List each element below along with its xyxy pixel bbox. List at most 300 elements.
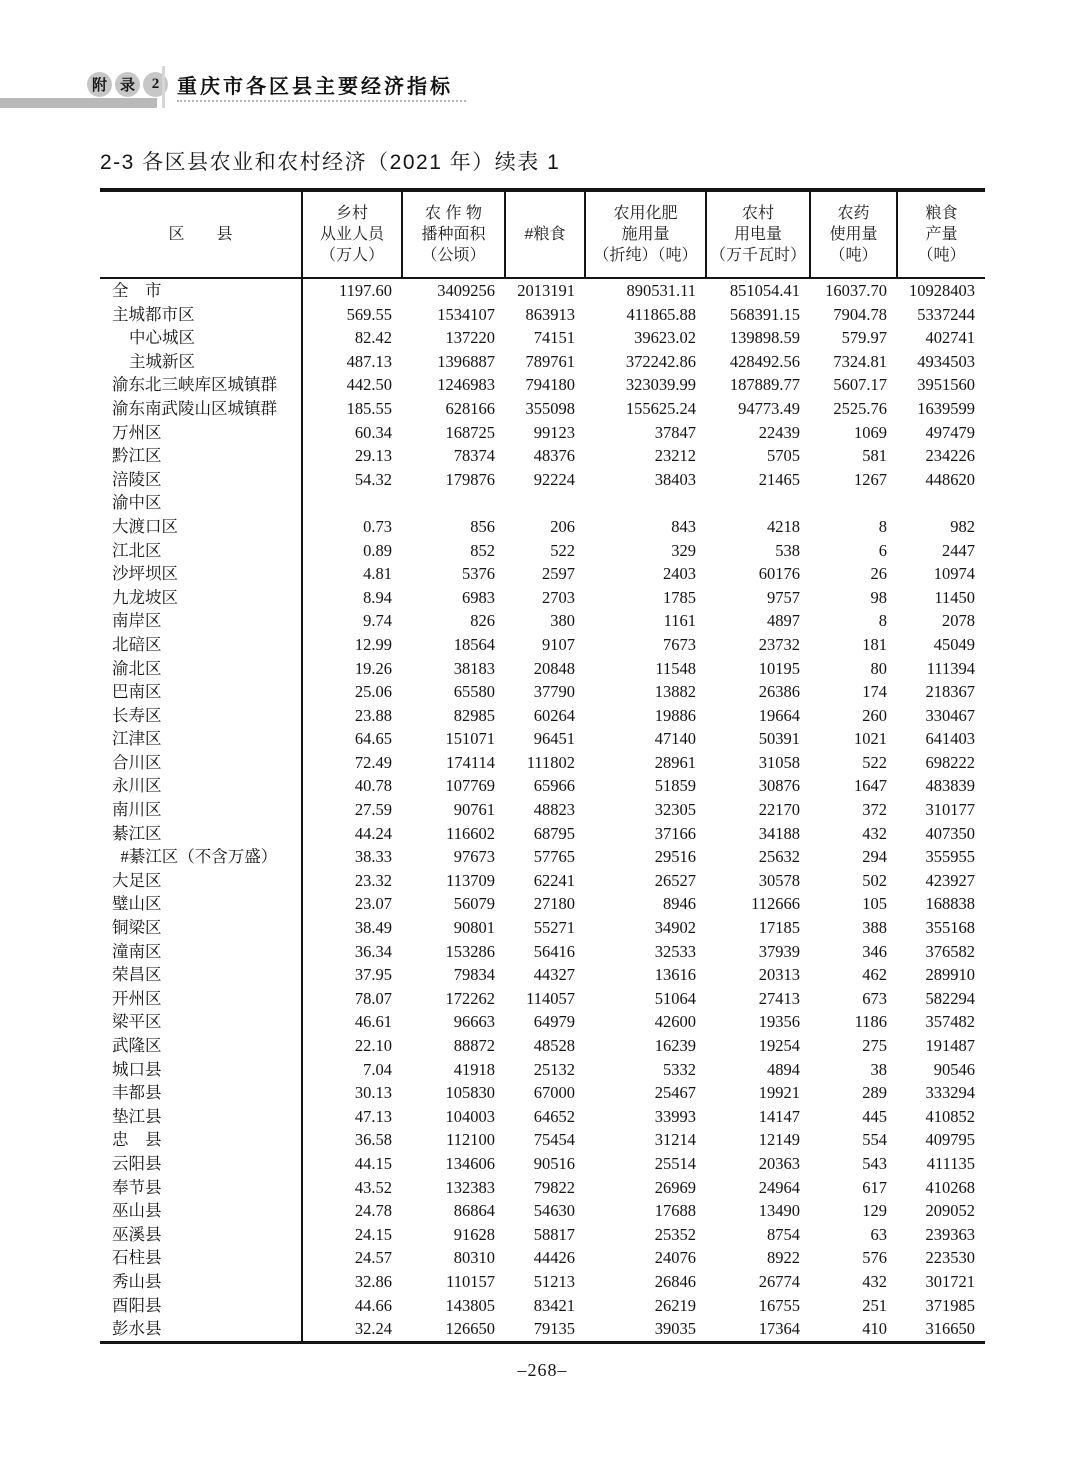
data-cell: 39623.02	[634, 328, 696, 348]
table-row	[100, 1176, 985, 1200]
table-row	[100, 1246, 985, 1270]
data-cell: 74151	[533, 328, 575, 348]
data-cell: 98	[870, 587, 887, 607]
data-cell: 3409256	[437, 281, 495, 300]
region-name: 梁平区	[100, 1010, 302, 1034]
data-cell: 25132	[533, 1059, 575, 1079]
data-cell: 12.99	[354, 634, 392, 654]
data-cell: 83421	[533, 1295, 575, 1315]
data-cell: 97673	[453, 847, 495, 867]
data-cell	[402, 491, 505, 515]
data-cell: 75454	[533, 1130, 575, 1150]
data-cell: 568391.15	[729, 304, 800, 324]
data-cell: 4897	[767, 611, 800, 631]
data-cell: 48376	[533, 446, 575, 466]
data-cell: 576	[862, 1248, 887, 1268]
region-name: 綦江区	[100, 822, 302, 846]
region-name: #綦江区（不含万盛）	[100, 845, 302, 869]
data-cell: 112100	[446, 1130, 495, 1150]
data-cell: 96451	[533, 729, 575, 749]
data-cell: 44.66	[354, 1295, 392, 1315]
data-cell: 522	[862, 752, 887, 772]
data-cell: 46.61	[354, 1012, 392, 1032]
data-cell: 50391	[758, 729, 800, 749]
table-row	[100, 963, 985, 987]
data-cell: 1534107	[437, 304, 495, 324]
data-cell: 380	[550, 611, 575, 631]
data-cell: 38.49	[354, 918, 392, 938]
data-cell: 99123	[533, 422, 575, 442]
region-name: 大足区	[100, 869, 302, 893]
data-cell: 12149	[758, 1130, 800, 1150]
table-title: 2-3 各区县农业和农村经济（2021 年）续表 1	[100, 151, 561, 174]
region-name: 主城新区	[100, 350, 302, 374]
data-cell: 411865.88	[626, 304, 696, 324]
data-cell: 5376	[462, 564, 495, 584]
data-cell: 20848	[533, 658, 575, 678]
data-cell: 4.81	[363, 564, 392, 584]
data-cell: 355098	[525, 398, 575, 418]
data-cell: 91628	[453, 1224, 495, 1244]
data-cell: 2703	[542, 587, 575, 607]
data-cell: 8	[878, 611, 887, 631]
region-name: 合川区	[100, 751, 302, 775]
data-cell: 172262	[445, 988, 495, 1008]
data-cell: 442.50	[346, 375, 392, 395]
data-cell: 0.89	[363, 540, 392, 560]
data-cell: 852	[470, 540, 495, 560]
table-row	[100, 278, 985, 303]
column-header-pesticide-use: 农药 使用量 （吨）	[810, 190, 897, 278]
data-cell: 11450	[934, 587, 975, 607]
data-cell: 487.13	[346, 351, 392, 371]
region-name: 忠 县	[100, 1128, 302, 1152]
table-row	[100, 1152, 985, 1176]
data-cell: 26219	[654, 1295, 696, 1315]
data-cell: 581	[862, 446, 887, 466]
data-cell: 19921	[758, 1083, 800, 1103]
data-cell: 409795	[925, 1130, 975, 1150]
data-cell: 31058	[758, 752, 800, 772]
header-underline	[177, 100, 466, 102]
data-cell: 5705	[767, 446, 800, 466]
data-cell: 223530	[925, 1248, 975, 1268]
data-cell: 30876	[758, 776, 800, 796]
data-cell: 30.13	[354, 1083, 392, 1103]
data-cell: 26386	[758, 682, 800, 702]
data-cell: 497479	[925, 422, 975, 442]
data-cell: 56416	[533, 941, 575, 961]
region-name: 全 市	[100, 278, 302, 303]
data-cell: 333294	[925, 1083, 975, 1103]
data-cell: 47140	[654, 729, 696, 749]
region-name: 长寿区	[100, 704, 302, 728]
data-cell: 13882	[654, 682, 696, 702]
data-cell: 174	[862, 682, 887, 702]
data-cell: 522	[550, 540, 575, 560]
data-cell: 851054.41	[729, 281, 800, 300]
data-cell	[897, 491, 985, 515]
data-cell: 641403	[925, 729, 975, 749]
data-cell: 11548	[655, 658, 696, 678]
data-cell	[706, 491, 810, 515]
region-name: 丰都县	[100, 1081, 302, 1105]
table-row	[100, 751, 985, 775]
data-cell: 789761	[525, 351, 575, 371]
data-cell: 794180	[525, 375, 575, 395]
table-row	[100, 680, 985, 704]
data-cell: 19886	[654, 705, 696, 725]
region-name: 潼南区	[100, 940, 302, 964]
data-cell: 36.34	[354, 941, 392, 961]
data-cell: 54.32	[354, 469, 392, 489]
data-cell: 301721	[925, 1271, 975, 1291]
data-cell: 275	[862, 1036, 887, 1055]
table-row	[100, 987, 985, 1011]
data-cell: 7673	[663, 634, 696, 654]
data-cell: 16037.70	[825, 281, 887, 300]
table-row	[100, 1199, 985, 1223]
data-cell: 63	[870, 1224, 887, 1244]
data-cell	[810, 491, 897, 515]
data-cell: 1639599	[917, 398, 975, 418]
data-cell: 209052	[925, 1201, 975, 1221]
data-cell: 18564	[453, 634, 495, 654]
data-cell: 310177	[925, 800, 975, 820]
data-cell: 17185	[758, 918, 800, 938]
table-row	[100, 515, 985, 539]
region-name: 南川区	[100, 798, 302, 822]
table-row	[100, 892, 985, 916]
data-cell: 569.55	[346, 304, 392, 324]
table-row	[100, 491, 985, 515]
region-name: 渝东南武陵山区城镇群	[100, 397, 302, 421]
table-row	[100, 562, 985, 586]
data-cell: 80310	[453, 1248, 495, 1268]
data-cell: 372242.86	[625, 351, 696, 371]
table-row	[100, 822, 985, 846]
data-cell: 432	[862, 1271, 887, 1291]
region-name: 石柱县	[100, 1246, 302, 1270]
data-cell: 25352	[654, 1224, 696, 1244]
data-cell: 23.88	[354, 705, 392, 725]
data-cell: 26527	[654, 870, 696, 890]
data-cell: 14147	[758, 1106, 800, 1126]
table-row	[100, 1034, 985, 1058]
header-row	[100, 190, 985, 278]
data-cell: 82.42	[354, 328, 392, 348]
data-cell: 20313	[758, 965, 800, 985]
data-cell: 90516	[533, 1153, 575, 1173]
data-cell: 218367	[925, 682, 975, 702]
data-cell: 411135	[926, 1153, 975, 1173]
data-cell: 29516	[654, 847, 696, 867]
region-name: 荣昌区	[100, 963, 302, 987]
page-number: –268–	[517, 1360, 568, 1380]
data-cell: 28961	[654, 752, 696, 772]
data-cell: 37790	[533, 682, 575, 702]
data-cell: 34188	[758, 823, 800, 843]
table-row	[100, 774, 985, 798]
data-cell: 19356	[758, 1012, 800, 1032]
data-cell: 445	[862, 1106, 887, 1126]
decorative-bar	[0, 98, 157, 108]
data-cell: 26846	[654, 1271, 696, 1291]
table-row	[100, 1081, 985, 1105]
data-cell: 2525.76	[833, 398, 887, 418]
statistics-table	[100, 188, 985, 1344]
table-row	[100, 845, 985, 869]
data-cell: 13616	[654, 965, 696, 985]
data-cell: 43.52	[354, 1177, 392, 1197]
region-name: 开州区	[100, 987, 302, 1011]
data-cell: 31214	[654, 1130, 696, 1150]
data-cell: 1396887	[437, 351, 495, 371]
data-cell: 51064	[654, 988, 696, 1008]
badge-circle: 录	[115, 72, 140, 97]
data-cell: 94773.49	[738, 398, 800, 418]
data-cell: 33993	[654, 1106, 696, 1126]
column-header-crop-sown-area: 农 作 物 播种面积 （公顷）	[402, 190, 505, 278]
region-name: 万州区	[100, 421, 302, 445]
data-cell: 8946	[663, 894, 696, 914]
data-cell: 617	[862, 1177, 887, 1197]
data-cell: 62241	[533, 870, 575, 890]
region-name: 秀山县	[100, 1270, 302, 1294]
table-row	[100, 798, 985, 822]
data-cell: 24.57	[354, 1248, 392, 1268]
data-cell: 41918	[453, 1059, 495, 1079]
data-cell: 856	[470, 516, 495, 536]
data-cell: 36.58	[354, 1130, 392, 1150]
data-cell: 39035	[654, 1319, 696, 1339]
data-cell: 137220	[445, 328, 495, 348]
column-header-rural-employees: 乡村 从业人员 （万人）	[302, 190, 402, 278]
data-cell: 388	[862, 918, 887, 938]
data-cell: 27.59	[354, 800, 392, 820]
data-cell: 181	[862, 634, 887, 654]
region-name: 江津区	[100, 727, 302, 751]
data-cell: 698222	[925, 752, 975, 772]
data-cell: 134606	[445, 1153, 495, 1173]
data-cell: 2403	[663, 564, 696, 584]
data-cell: 65580	[453, 682, 495, 702]
data-cell: 16755	[758, 1295, 800, 1315]
region-name: 渝北区	[100, 657, 302, 681]
data-cell: 10928403	[909, 281, 975, 300]
data-cell: 16239	[654, 1036, 696, 1055]
table-header	[100, 190, 985, 278]
data-cell: 206	[550, 516, 575, 536]
data-cell: 9.74	[363, 611, 392, 631]
data-cell: 10974	[933, 564, 975, 584]
data-cell: 38403	[654, 469, 696, 489]
data-cell: 185.55	[346, 398, 392, 418]
data-cell: 78374	[453, 446, 495, 466]
region-name: 江北区	[100, 539, 302, 563]
data-cell: 355168	[925, 918, 975, 938]
data-cell: 151071	[445, 729, 495, 749]
data-cell: 44327	[533, 965, 575, 985]
data-cell: 174114	[446, 752, 495, 772]
table-row	[100, 657, 985, 681]
region-name: 酉阳县	[100, 1294, 302, 1318]
data-cell: 22439	[758, 422, 800, 442]
region-name: 垫江县	[100, 1105, 302, 1129]
data-cell: 239363	[925, 1224, 975, 1244]
column-header-region: 区 县	[100, 190, 302, 278]
column-header-fertilizer-use: 农用化肥 施用量 （折纯）（吨）	[585, 190, 706, 278]
data-cell: 8	[878, 516, 887, 536]
data-cell: 448620	[925, 469, 975, 489]
badge-circle: 附	[87, 72, 112, 97]
data-cell: 65966	[533, 776, 575, 796]
data-cell: 110157	[446, 1271, 495, 1291]
region-name: 璧山区	[100, 892, 302, 916]
data-cell: 113709	[446, 870, 495, 890]
data-cell: 37939	[758, 941, 800, 961]
data-cell: 67000	[533, 1083, 575, 1103]
data-cell: 24964	[758, 1177, 800, 1197]
data-cell: 538	[775, 540, 800, 560]
data-cell	[302, 491, 402, 515]
data-cell: 44.24	[354, 823, 392, 843]
region-name: 主城都市区	[100, 303, 302, 327]
data-cell: 105	[862, 894, 887, 914]
table-row	[100, 468, 985, 492]
data-cell: 32.86	[354, 1271, 392, 1291]
data-cell: 2078	[942, 611, 975, 631]
data-cell: 64.65	[354, 729, 392, 749]
data-cell: 111802	[526, 752, 575, 772]
data-cell: 25.06	[354, 682, 392, 702]
data-cell: 371985	[925, 1295, 975, 1315]
table-row	[100, 539, 985, 563]
data-cell	[585, 491, 706, 515]
data-cell: 58817	[533, 1224, 575, 1244]
data-cell: 105830	[445, 1083, 495, 1103]
data-cell: 289	[862, 1083, 887, 1103]
data-cell: 330467	[925, 705, 975, 725]
region-name: 彭水县	[100, 1317, 302, 1342]
data-cell: 25467	[654, 1083, 696, 1103]
data-cell: 24.78	[354, 1201, 392, 1221]
region-name: 巫山县	[100, 1199, 302, 1223]
region-name: 武隆区	[100, 1034, 302, 1058]
data-cell: 21465	[758, 469, 800, 489]
data-cell: 3951560	[917, 375, 975, 395]
data-cell: 153286	[445, 941, 495, 961]
data-cell: 27180	[533, 894, 575, 914]
data-cell: 432	[862, 823, 887, 843]
data-cell: 168725	[445, 422, 495, 442]
data-cell: 19254	[758, 1036, 800, 1055]
data-cell: 316650	[925, 1319, 975, 1339]
data-cell: 1069	[854, 422, 887, 442]
header-divider	[162, 66, 165, 108]
region-name: 北碚区	[100, 633, 302, 657]
data-cell: 55271	[533, 918, 575, 938]
table-row	[100, 350, 985, 374]
data-cell: 20363	[758, 1153, 800, 1173]
data-cell: 2447	[942, 540, 975, 560]
data-cell: 22.10	[354, 1036, 392, 1055]
region-name: 涪陵区	[100, 468, 302, 492]
data-cell: 1161	[663, 611, 696, 631]
table-row	[100, 421, 985, 445]
data-cell: 410	[862, 1319, 887, 1339]
data-cell: 462	[862, 965, 887, 985]
data-cell: 13490	[758, 1201, 800, 1221]
region-name: 沙坪坝区	[100, 562, 302, 586]
data-cell: 22170	[758, 800, 800, 820]
table-row	[100, 373, 985, 397]
data-cell: 42600	[654, 1012, 696, 1032]
data-cell: 2597	[542, 564, 575, 584]
data-cell: 54630	[533, 1201, 575, 1221]
data-cell: 26	[870, 564, 887, 584]
data-cell: 25632	[758, 847, 800, 867]
table-row	[100, 1128, 985, 1152]
table-row	[100, 1270, 985, 1294]
data-cell: 64652	[533, 1106, 575, 1126]
data-cell: 1197.60	[338, 281, 392, 300]
data-cell: 90761	[453, 800, 495, 820]
data-cell: 132383	[445, 1177, 495, 1197]
data-cell: 111394	[926, 658, 975, 678]
data-cell: 410268	[925, 1177, 975, 1197]
data-cell: 104003	[445, 1106, 495, 1126]
data-cell: 107769	[445, 776, 495, 796]
data-cell: 10195	[758, 658, 800, 678]
data-cell: 26774	[758, 1271, 800, 1291]
data-cell: 4894	[767, 1059, 800, 1079]
data-cell: 4218	[767, 516, 800, 536]
table-row	[100, 326, 985, 350]
data-cell: 86864	[453, 1201, 495, 1221]
data-cell: 23.07	[354, 894, 392, 914]
data-cell: 34902	[654, 918, 696, 938]
table-row	[100, 869, 985, 893]
data-cell: 24.15	[354, 1224, 392, 1244]
data-cell: 289910	[925, 965, 975, 985]
data-cell: 79135	[533, 1319, 575, 1339]
data-cell: 1021	[854, 729, 887, 749]
data-cell: 1785	[663, 587, 696, 607]
data-cell: 483839	[925, 776, 975, 796]
data-cell: 346	[862, 941, 887, 961]
table-row	[100, 586, 985, 610]
data-cell: 582294	[925, 988, 975, 1008]
data-cell: 129	[862, 1201, 887, 1221]
table-row	[100, 397, 985, 421]
data-cell: 502	[862, 870, 887, 890]
data-cell: 5337244	[917, 304, 975, 324]
data-cell: 126650	[445, 1319, 495, 1339]
column-header-grain-sown-area: #粮食	[505, 190, 585, 278]
data-cell: 2013191	[517, 281, 575, 300]
data-cell: 155625.24	[625, 398, 696, 418]
region-name: 城口县	[100, 1058, 302, 1082]
table-row	[100, 609, 985, 633]
data-cell: 7904.78	[833, 304, 887, 324]
data-cell: 423927	[925, 870, 975, 890]
region-name: 渝中区	[100, 491, 302, 515]
data-cell: 114057	[526, 988, 575, 1008]
data-cell: 1246983	[437, 375, 495, 395]
data-cell: 0.73	[363, 516, 392, 536]
data-cell: 579.97	[841, 328, 887, 348]
